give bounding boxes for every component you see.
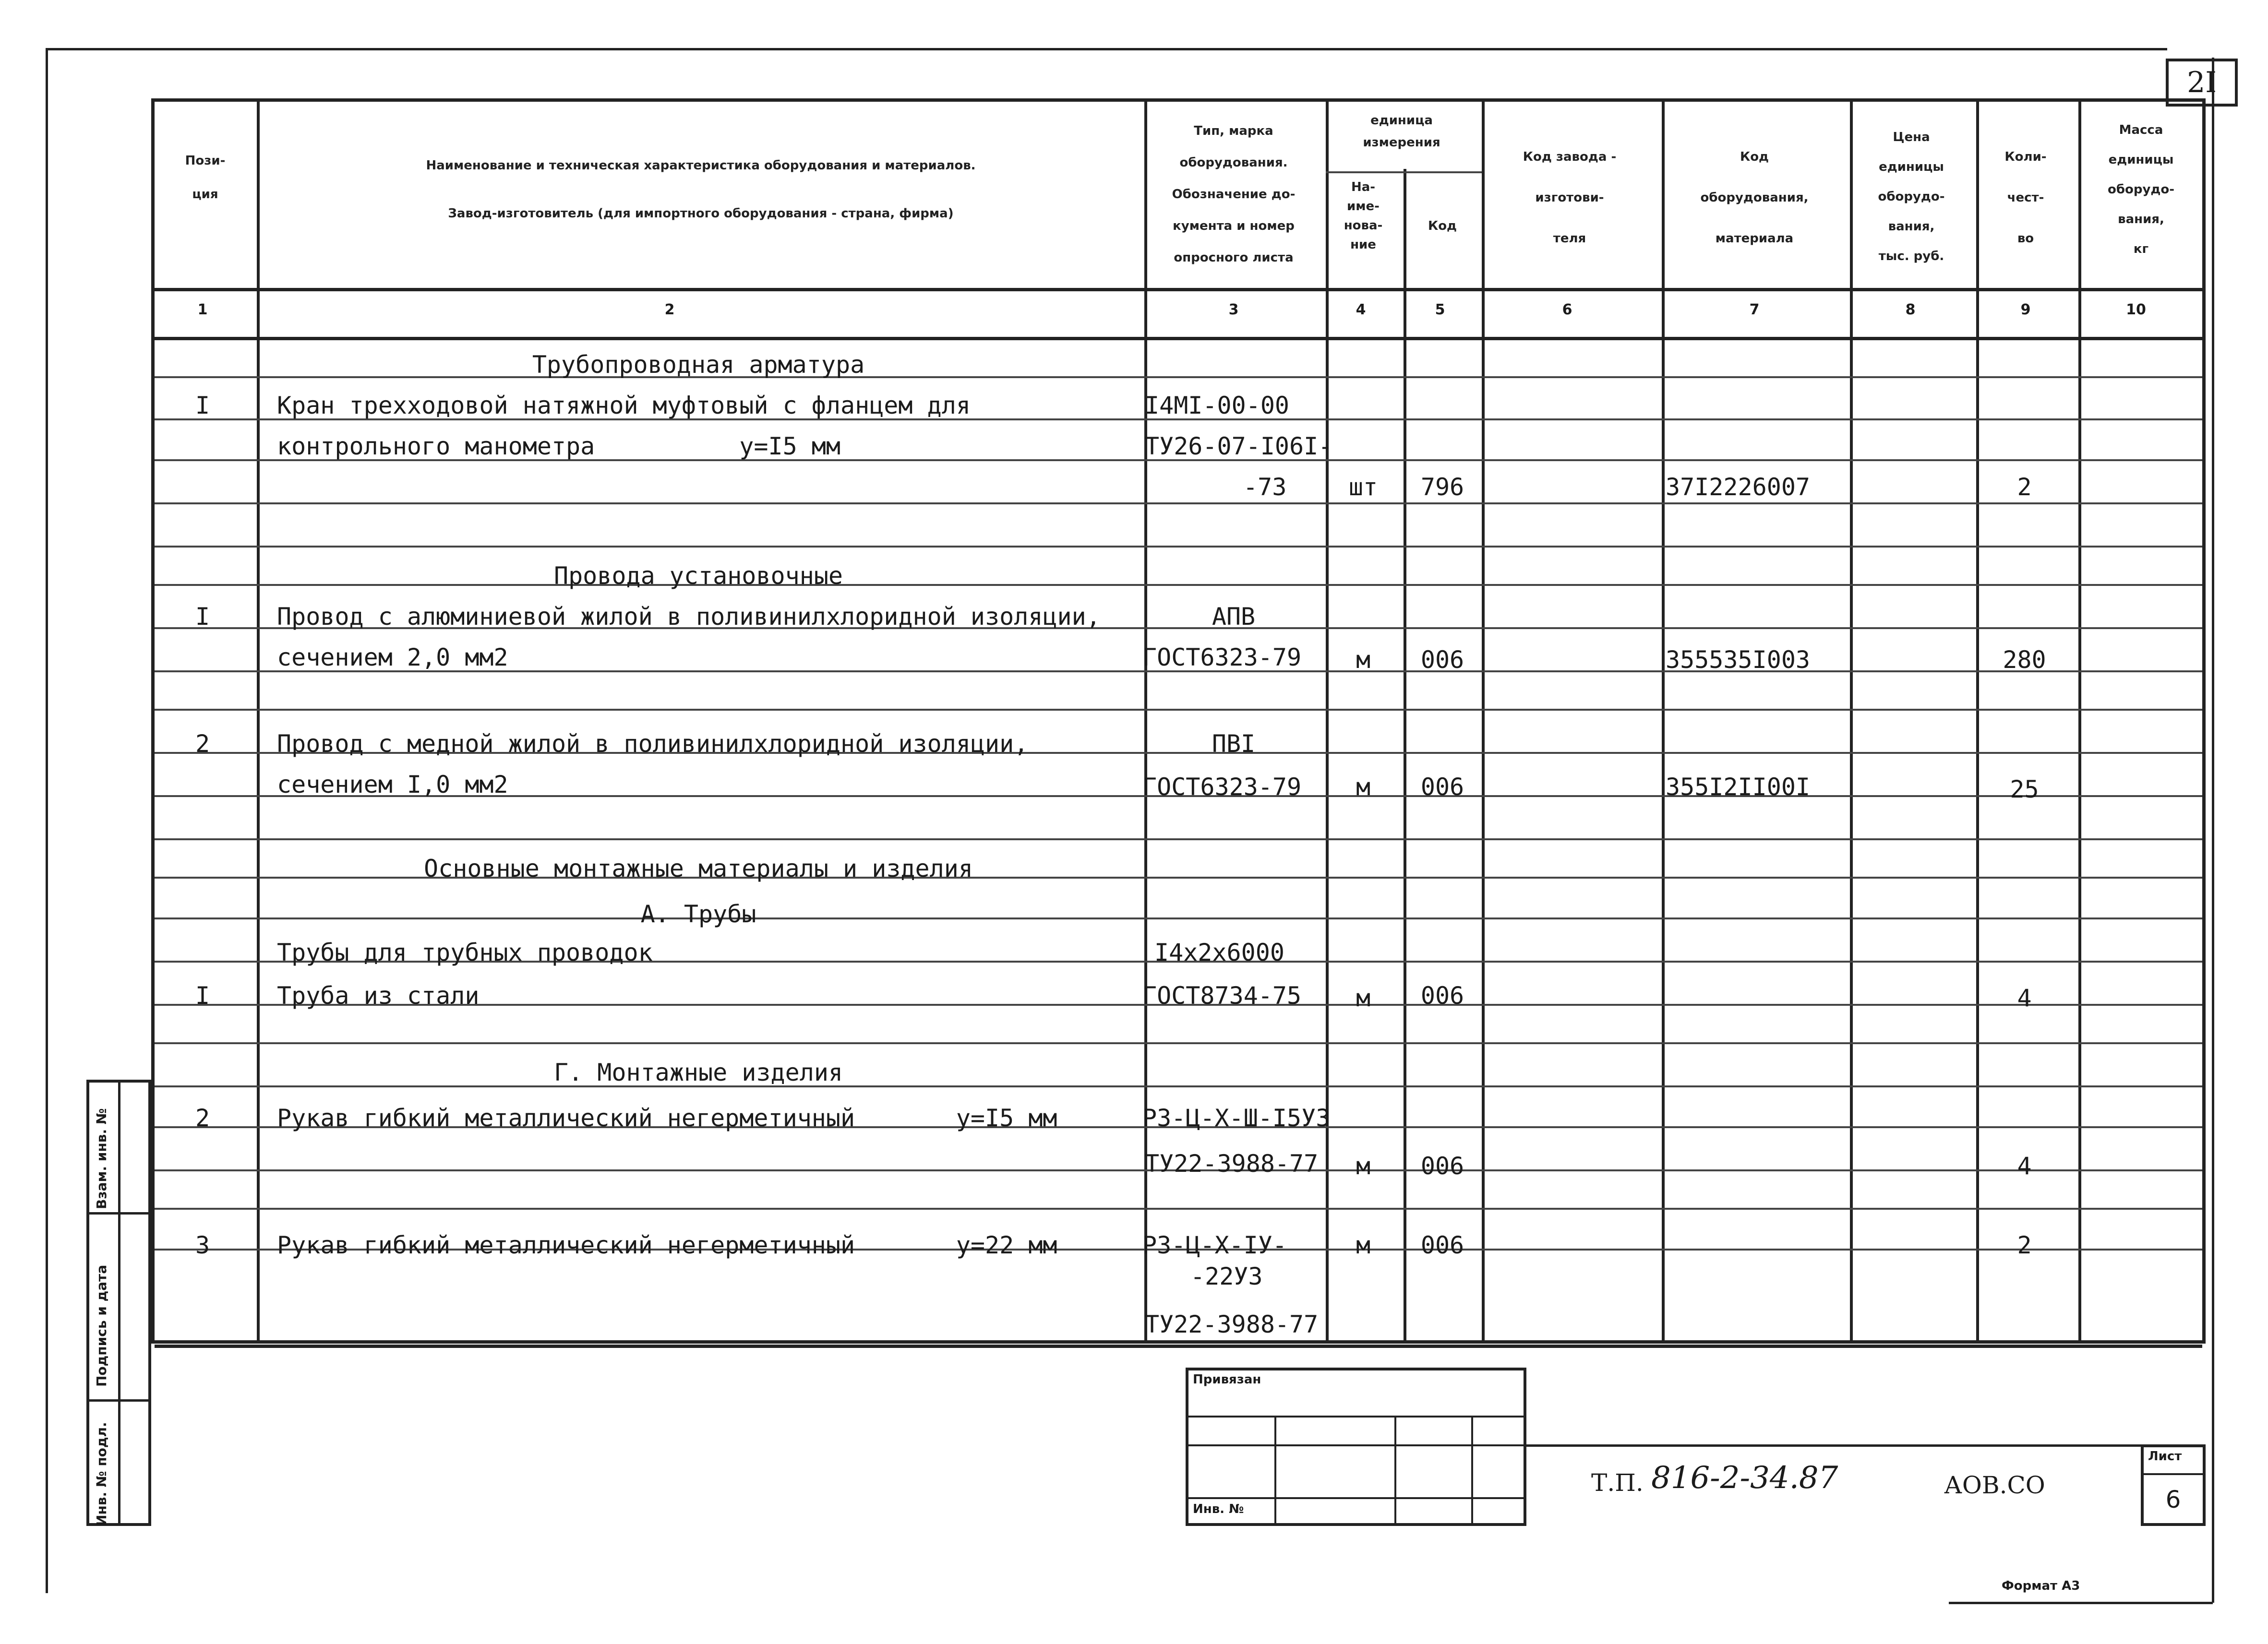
col-number: 9 bbox=[2020, 301, 2031, 318]
row-code: 006 bbox=[1420, 982, 1464, 1010]
hdr-col7: Код оборудования, материала bbox=[1700, 150, 1809, 246]
row-type: -22У3 bbox=[1190, 1263, 1263, 1290]
col-number: 2 bbox=[664, 301, 675, 318]
col-number: 8 bbox=[1905, 301, 1916, 318]
frame-right-line bbox=[2212, 58, 2214, 1603]
row-line bbox=[155, 502, 2202, 504]
row-unit: м bbox=[1356, 1152, 1371, 1180]
row-name: Провод с медной жилой в поливинилхлоридной изоляции, bbox=[277, 730, 1029, 758]
inv-label: Инв. № bbox=[1193, 1502, 1244, 1516]
sheet-box-line bbox=[2141, 1473, 2206, 1475]
row-code: 006 bbox=[1420, 646, 1464, 674]
stamp-line bbox=[1186, 1444, 1526, 1446]
stamp-line bbox=[1394, 1416, 1396, 1526]
frame-top-line bbox=[46, 48, 2167, 50]
sheet-number: 2I bbox=[2166, 59, 2238, 107]
row-code: 006 bbox=[1420, 773, 1464, 801]
side-separator bbox=[89, 1399, 148, 1402]
row-type: I4х2х6000 bbox=[1154, 939, 1284, 966]
row-name: контрольного манометра у=I5 мм bbox=[277, 432, 840, 460]
row-position: I bbox=[195, 603, 210, 631]
frame-left-line bbox=[46, 48, 48, 1593]
row-type: I4МI-00-00 bbox=[1145, 392, 1290, 419]
row-position: I bbox=[195, 392, 210, 419]
row-qty: 4 bbox=[2017, 1152, 2032, 1180]
row-type: ГОСТ6323-79 bbox=[1142, 643, 1302, 671]
row-type: ТУ26-07-I06I- bbox=[1145, 432, 1333, 460]
hdr-col10: Масса единицы оборудо- вания, кг bbox=[2107, 123, 2175, 256]
sheet-label: Лист bbox=[2148, 1449, 2182, 1464]
hdr-col3: Тип, марка оборудования. Обозначение до- кумента и номер опросного листа bbox=[1172, 124, 1296, 265]
col-number: 10 bbox=[2126, 301, 2146, 318]
stamp-line bbox=[1186, 1416, 1526, 1418]
row-code: 796 bbox=[1420, 473, 1464, 501]
stamp-line bbox=[1471, 1416, 1473, 1526]
row-position: 2 bbox=[195, 1104, 210, 1132]
hdr-col1: Пози- ция bbox=[185, 154, 226, 202]
row-type: -73 bbox=[1243, 473, 1287, 501]
row-type: ТУ22-3988-77 bbox=[1145, 1150, 1319, 1178]
hdr-col6: Код завода - изготови- теля bbox=[1523, 150, 1617, 246]
row-name: Провод с алюминиевой жилой в поливинилхлоридной изоляции, bbox=[277, 603, 1101, 631]
row-equip-code: 37I2226007 bbox=[1666, 473, 1811, 501]
hdr-col9: Коли- чест- во bbox=[2004, 150, 2047, 246]
col-number: 1 bbox=[197, 301, 208, 318]
row-unit: м bbox=[1356, 646, 1371, 674]
row-equip-code: 355I2II00I bbox=[1666, 773, 1811, 801]
row-unit: м bbox=[1356, 984, 1371, 1012]
privyazan-label: Привязан bbox=[1193, 1372, 1261, 1387]
row-position: 3 bbox=[195, 1231, 210, 1259]
doc-code: АОВ.СО bbox=[1944, 1471, 2045, 1499]
row-line bbox=[155, 1208, 2202, 1210]
doc-prefix: Т.П. bbox=[1591, 1469, 1644, 1497]
side-label-signature: Подпись и дата bbox=[94, 1264, 109, 1387]
table-bottom-line bbox=[155, 1345, 2202, 1348]
row-name: сечением 2,0 мм2 bbox=[277, 643, 508, 671]
row-qty: 4 bbox=[2017, 984, 2032, 1012]
col-number: 3 bbox=[1228, 301, 1239, 318]
side-separator bbox=[89, 1212, 148, 1215]
format-label: Формат А3 bbox=[2002, 1579, 2080, 1593]
row-qty: 2 bbox=[2017, 1231, 2032, 1259]
row-type: ТУ22-3988-77 bbox=[1145, 1310, 1319, 1338]
col-number: 6 bbox=[1562, 301, 1572, 318]
row-type: Р3-Ц-Х-IУ- bbox=[1142, 1231, 1287, 1259]
frame-bottom-line bbox=[1949, 1602, 2213, 1604]
row-equip-code: 355535I003 bbox=[1666, 646, 1811, 674]
section-heading: Трубопроводная арматура bbox=[532, 351, 865, 379]
section-heading: Г. Монтажные изделия bbox=[553, 1059, 843, 1086]
col-number: 7 bbox=[1749, 301, 1760, 318]
row-code: 006 bbox=[1420, 1231, 1464, 1259]
unit-group-line bbox=[1326, 171, 1482, 173]
hdr-col5: Код bbox=[1428, 219, 1457, 233]
row-type: АПВ bbox=[1212, 603, 1256, 631]
hdr-col2: Наименование и техническая характеристика оборудования и материалов. Завод-изготовитель (для импортного оборудования - страна, фирма) bbox=[426, 158, 976, 221]
stamp-line bbox=[1186, 1497, 1526, 1499]
sheet-value: 6 bbox=[2165, 1486, 2181, 1513]
title-block-top-line bbox=[1526, 1444, 2206, 1447]
section-heading: Основные монтажные материалы и изделия bbox=[424, 855, 973, 882]
header-bottom-line bbox=[155, 288, 2202, 291]
row-line bbox=[155, 1042, 2202, 1044]
col-number: 5 bbox=[1435, 301, 1445, 318]
row-type: ГОСТ6323-79 bbox=[1142, 773, 1302, 801]
row-name: сечением I,0 мм2 bbox=[277, 771, 508, 798]
row-unit: м bbox=[1356, 773, 1371, 801]
row-qty: 280 bbox=[2003, 646, 2046, 674]
side-label-vzam: Взам. инв. № bbox=[94, 1108, 109, 1209]
section-heading: А. Трубы bbox=[640, 900, 756, 928]
row-code: 006 bbox=[1420, 1152, 1464, 1180]
doc-number: 816-2-34.87 bbox=[1651, 1460, 1838, 1496]
row-line bbox=[155, 709, 2202, 711]
row-name: Трубы для трубных проводок bbox=[277, 939, 653, 966]
row-line bbox=[155, 546, 2202, 548]
row-name: Рукав гибкий металлический негерметичный у=22 мм bbox=[277, 1231, 1057, 1259]
row-line bbox=[155, 838, 2202, 840]
hdr-col4: На- име- нова- ние bbox=[1344, 180, 1383, 252]
hdr-unit-group: единица измерения bbox=[1363, 113, 1440, 150]
row-qty: 25 bbox=[2010, 775, 2039, 803]
section-heading: Провода установочные bbox=[553, 562, 843, 590]
stamp-line bbox=[1274, 1416, 1276, 1526]
row-type: ПВI bbox=[1212, 730, 1256, 758]
side-label-inv: Инв. № подл. bbox=[94, 1422, 109, 1526]
row-type: ГОСТ8734-75 bbox=[1142, 982, 1302, 1010]
hdr-col8: Цена единицы оборудо- вания, тыс. руб. bbox=[1878, 130, 1945, 263]
row-name: Рукав гибкий металлический негерметичный у=I5 мм bbox=[277, 1104, 1057, 1132]
row-name: Кран трехходовой натяжной муфтовый с фланцем для bbox=[277, 392, 971, 419]
numbers-bottom-line bbox=[155, 337, 2202, 340]
row-name: Труба из стали bbox=[277, 982, 480, 1010]
row-type: Р3-Ц-Х-Ш-I5У3 bbox=[1142, 1104, 1331, 1132]
row-position: I bbox=[195, 982, 210, 1010]
row-position: 2 bbox=[195, 730, 210, 758]
row-qty: 2 bbox=[2017, 473, 2032, 501]
side-divider bbox=[118, 1083, 120, 1523]
row-unit: шт bbox=[1348, 473, 1378, 501]
col-number: 4 bbox=[1356, 301, 1366, 318]
row-unit: м bbox=[1356, 1231, 1371, 1259]
